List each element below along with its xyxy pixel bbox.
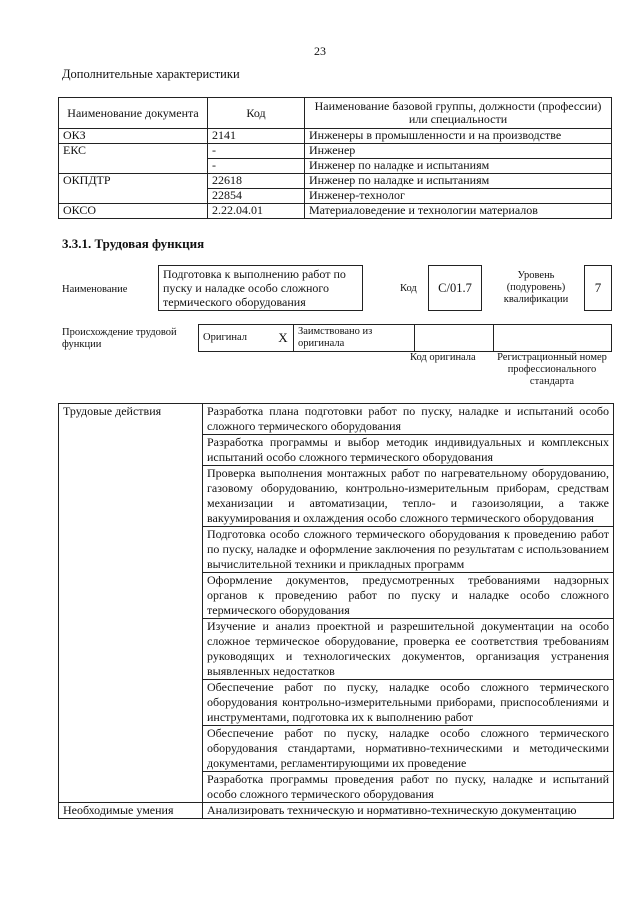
original-code-caption: Код оригинала <box>410 352 476 363</box>
function-name-label: Наименование <box>62 284 128 295</box>
table-row <box>59 174 612 189</box>
labor-action-item: Проверка выполнения монтажных работ по нагревательному оборудованию, газовому оборудованию, контрольно-измерительным приборам, средствам механизации и автоматизации, тепло- и газоизоляции, а также вакуумирования и охлаждения особо сложного термического оборудования <box>203 466 614 527</box>
table-row <box>59 144 612 159</box>
origin-original: Оригинал <box>199 325 274 352</box>
labor-action-item: Разработка плана подготовки работ по пуску, наладке и испытаний особо сложного термического оборудования <box>203 404 614 435</box>
row-name: Материаловедение и технологии материалов <box>305 204 612 219</box>
row-doc: ОКПДТР <box>59 174 208 204</box>
labor-action-item: Обеспечение работ по пуску, наладке особо сложного термического оборудования контрольно-измерительными приборами, приспособлениями и инструментами, подготовка их к выполнению работ <box>203 680 614 726</box>
header-document: Наименование документа <box>59 98 208 129</box>
header-group: Наименование базовой группы, должности (профессии) или специальности <box>305 98 612 129</box>
level-label: Уровень (подуровень) квалификации <box>503 270 569 305</box>
row-name: Инженеры в промышленности и на производстве <box>305 129 612 144</box>
header-code: Код <box>208 98 305 129</box>
table-row <box>59 404 614 435</box>
function-code-value: C/01.7 <box>428 265 482 311</box>
row-code: 2.22.04.01 <box>208 204 305 219</box>
origin-table <box>198 324 612 352</box>
table-row <box>59 204 612 219</box>
function-name-value: Подготовка к выполнению работ по пуску и наладке особо сложного термического оборудования <box>158 265 363 311</box>
origin-code-cell <box>415 325 494 352</box>
origin-reg-cell <box>494 325 612 352</box>
row-name: Инженер-технолог <box>305 189 612 204</box>
labor-action-item: Обеспечение работ по пуску, наладке особо сложного термического оборудования стандартами, нормативно-техническими и методическими документами, регламентирующими их проведение <box>203 726 614 772</box>
table-header-row <box>59 98 612 129</box>
required-skill-item: Анализировать техническую и нормативно-техническую документацию <box>203 803 614 819</box>
function-code-label: Код <box>400 283 417 294</box>
labor-action-item: Оформление документов, предусмотренных требованиями надзорных органов к проведению работ по пуску и наладке особо сложного термического оборудования <box>203 573 614 619</box>
row-code: 2141 <box>208 129 305 144</box>
characteristics-table <box>58 97 612 219</box>
labor-action-item: Изучение и анализ проектной и разрешительной документации на особо сложное термическое оборудование, проверка ее соответствия требованиям руководящих и технологических документов, организация устранения выявленных недостатков <box>203 619 614 680</box>
origin-label: Происхождение трудовой функции <box>62 327 177 350</box>
row-code: 22618 <box>208 174 305 189</box>
labor-action-item: Разработка программы и выбор методик индивидуальных и комплексных испытаний особо сложного термического оборудования <box>203 435 614 466</box>
section-title: 3.3.1. Трудовая функция <box>62 236 205 251</box>
level-value: 7 <box>584 265 612 311</box>
registration-number-caption: Регистрационный номер профессионального стандарта <box>497 352 607 387</box>
row-name: Инженер <box>305 144 612 159</box>
labor-action-item: Подготовка особо сложного термического оборудования к проведению работ по пуску, наладке и оформление заключения по результатам с использованием вычислительной техники и прикладных программ <box>203 527 614 573</box>
labor-functions-table <box>58 403 614 819</box>
origin-mark: X <box>273 325 294 352</box>
row-code: 22854 <box>208 189 305 204</box>
table-row <box>59 803 614 819</box>
table-row <box>59 129 612 144</box>
row-name: Инженер по наладке и испытаниям <box>305 174 612 189</box>
row-code: - <box>208 159 305 174</box>
labor-actions-label: Трудовые действия <box>59 404 203 803</box>
labor-action-item: Разработка программы проведения работ по пуску, наладке и испытаний особо сложного термического оборудования <box>203 772 614 803</box>
page-number: 23 <box>314 44 326 58</box>
row-doc: ОКСО <box>59 204 208 219</box>
row-name: Инженер по наладке и испытаниям <box>305 159 612 174</box>
additional-characteristics-title: Дополнительные характеристики <box>62 67 240 81</box>
row-doc: ЕКС <box>59 144 208 174</box>
origin-borrowed: Заимствовано из оригинала <box>294 325 415 352</box>
row-code: - <box>208 144 305 159</box>
required-skills-label: Необходимые умения <box>59 803 203 819</box>
row-doc: ОКЗ <box>59 129 208 144</box>
